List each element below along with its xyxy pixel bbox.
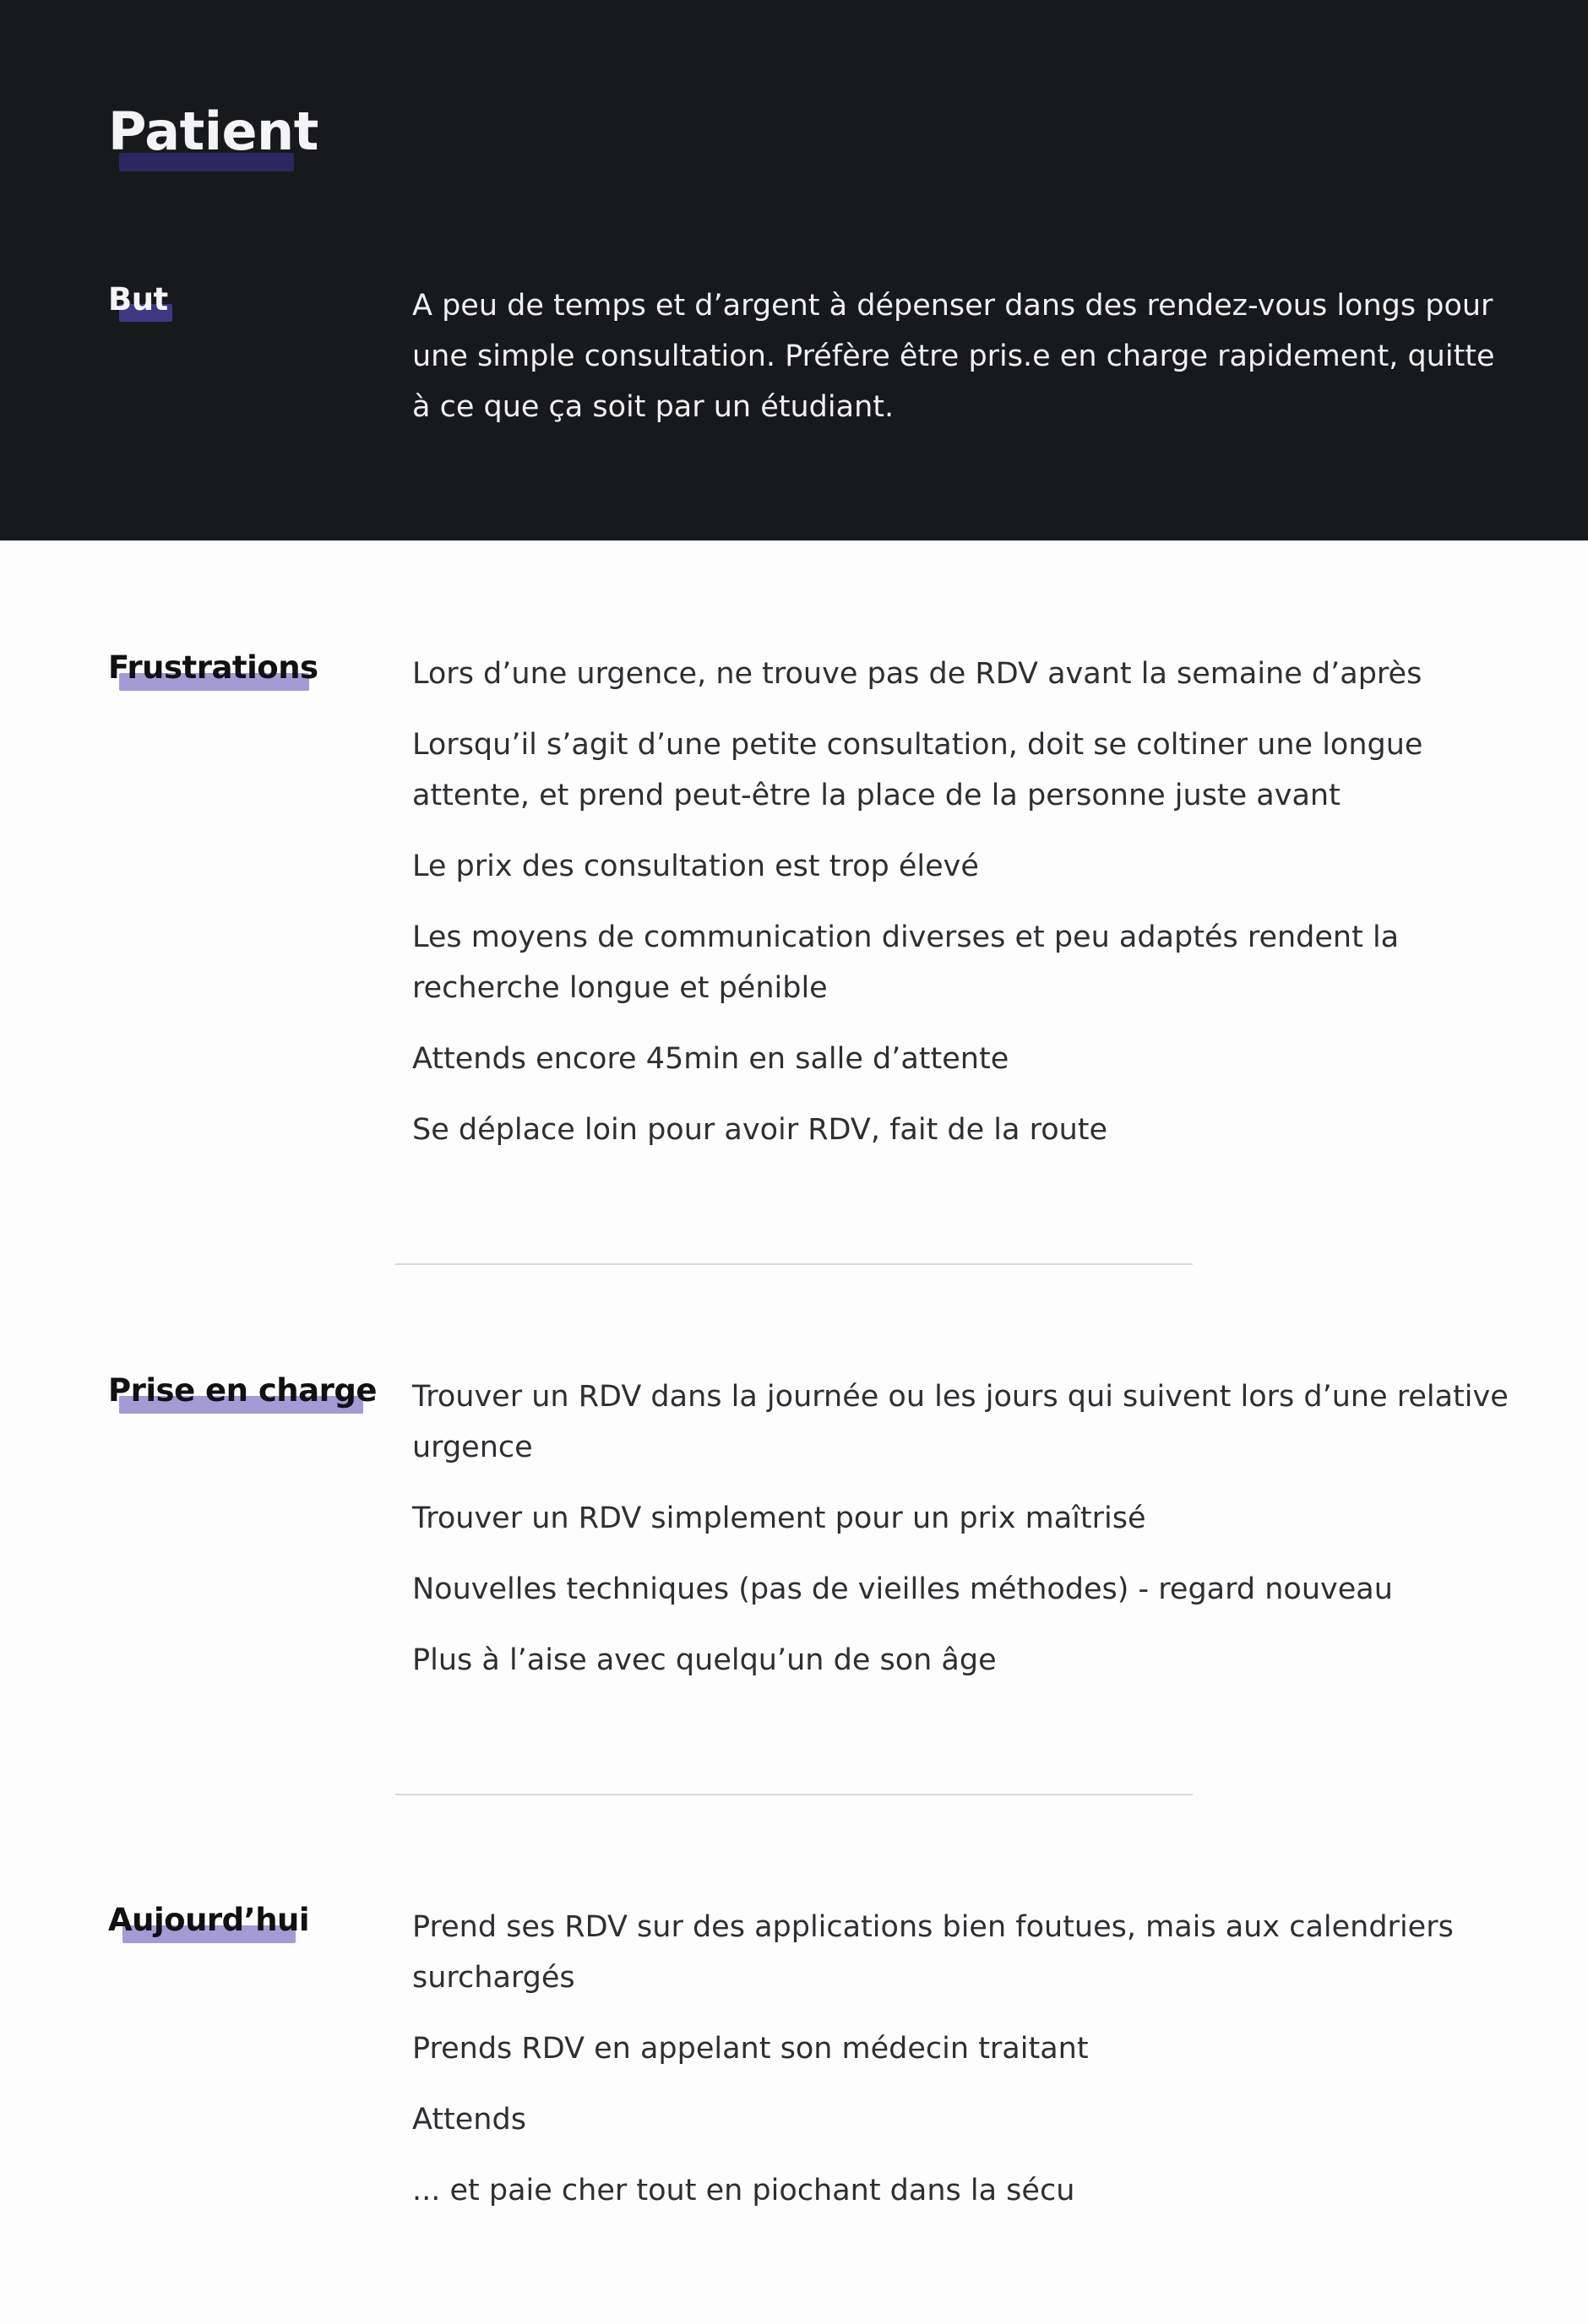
list-item: Prend ses RDV sur des applications bien foutues, mais aux calendriers surchargés [412,1910,1454,1995]
frustrations-label-wrap [108,649,318,686]
section-divider [395,1794,1193,1795]
goal-text: A peu de temps et d’argent à dépenser dans des rendez-vous longs pour une simple consultation. Préfère être pris.e en charge rapidement, quitte à ce que ça soit par un étudiant. [412,289,1495,424]
list-item: Attends encore 45min en salle d’attente [412,1042,1009,1076]
list-item: Trouver un RDV simplement pour un prix maîtrisé [412,1501,1146,1535]
list-item: ... et paie cher tout en piochant dans la sécu [412,2174,1075,2207]
today-label-wrap [108,1902,309,1938]
list-item: Le prix des consultation est trop élevé [412,850,979,883]
section-divider [395,1263,1193,1265]
list-item: Se déplace loin pour avoir RDV, fait de la route [412,1113,1108,1147]
list-item: Attends [412,2103,526,2137]
header-panel [0,0,1588,540]
list-item: Nouvelles techniques (pas de vieilles méthodes) - regard nouveau [412,1572,1393,1606]
care-list [412,1371,1510,1706]
frustrations-list [412,649,1510,1176]
list-item: Lors d’une urgence, ne trouve pas de RDV avant la semaine d’après [412,657,1422,691]
list-item: Trouver un RDV dans la journée ou les jours qui suivent lors d’une relative urgence [412,1380,1509,1464]
care-label: Prise en charge [108,1372,377,1409]
list-item: Plus à l’aise avec quelqu’un de son âge [412,1643,997,1677]
today-label: Aujourd’hui [108,1902,310,1938]
list-item: Les moyens de communication diverses et peu adaptés rendent la recherche longue et pénible [412,920,1400,1005]
goal-label-wrap [108,281,168,318]
today-list [412,1902,1510,2236]
list-item: Prends RDV en appelant son médecin traitant [412,2032,1089,2066]
page-title: Patient [108,100,318,162]
frustrations-label: Frustrations [108,649,318,686]
list-item: Lorsqu’il s’agit d’une petite consultation, doit se coltiner une longue attente, et prend peut-être la place de la personne juste avant [412,728,1423,812]
care-label-wrap [108,1372,377,1409]
goal-label: But [108,281,168,318]
